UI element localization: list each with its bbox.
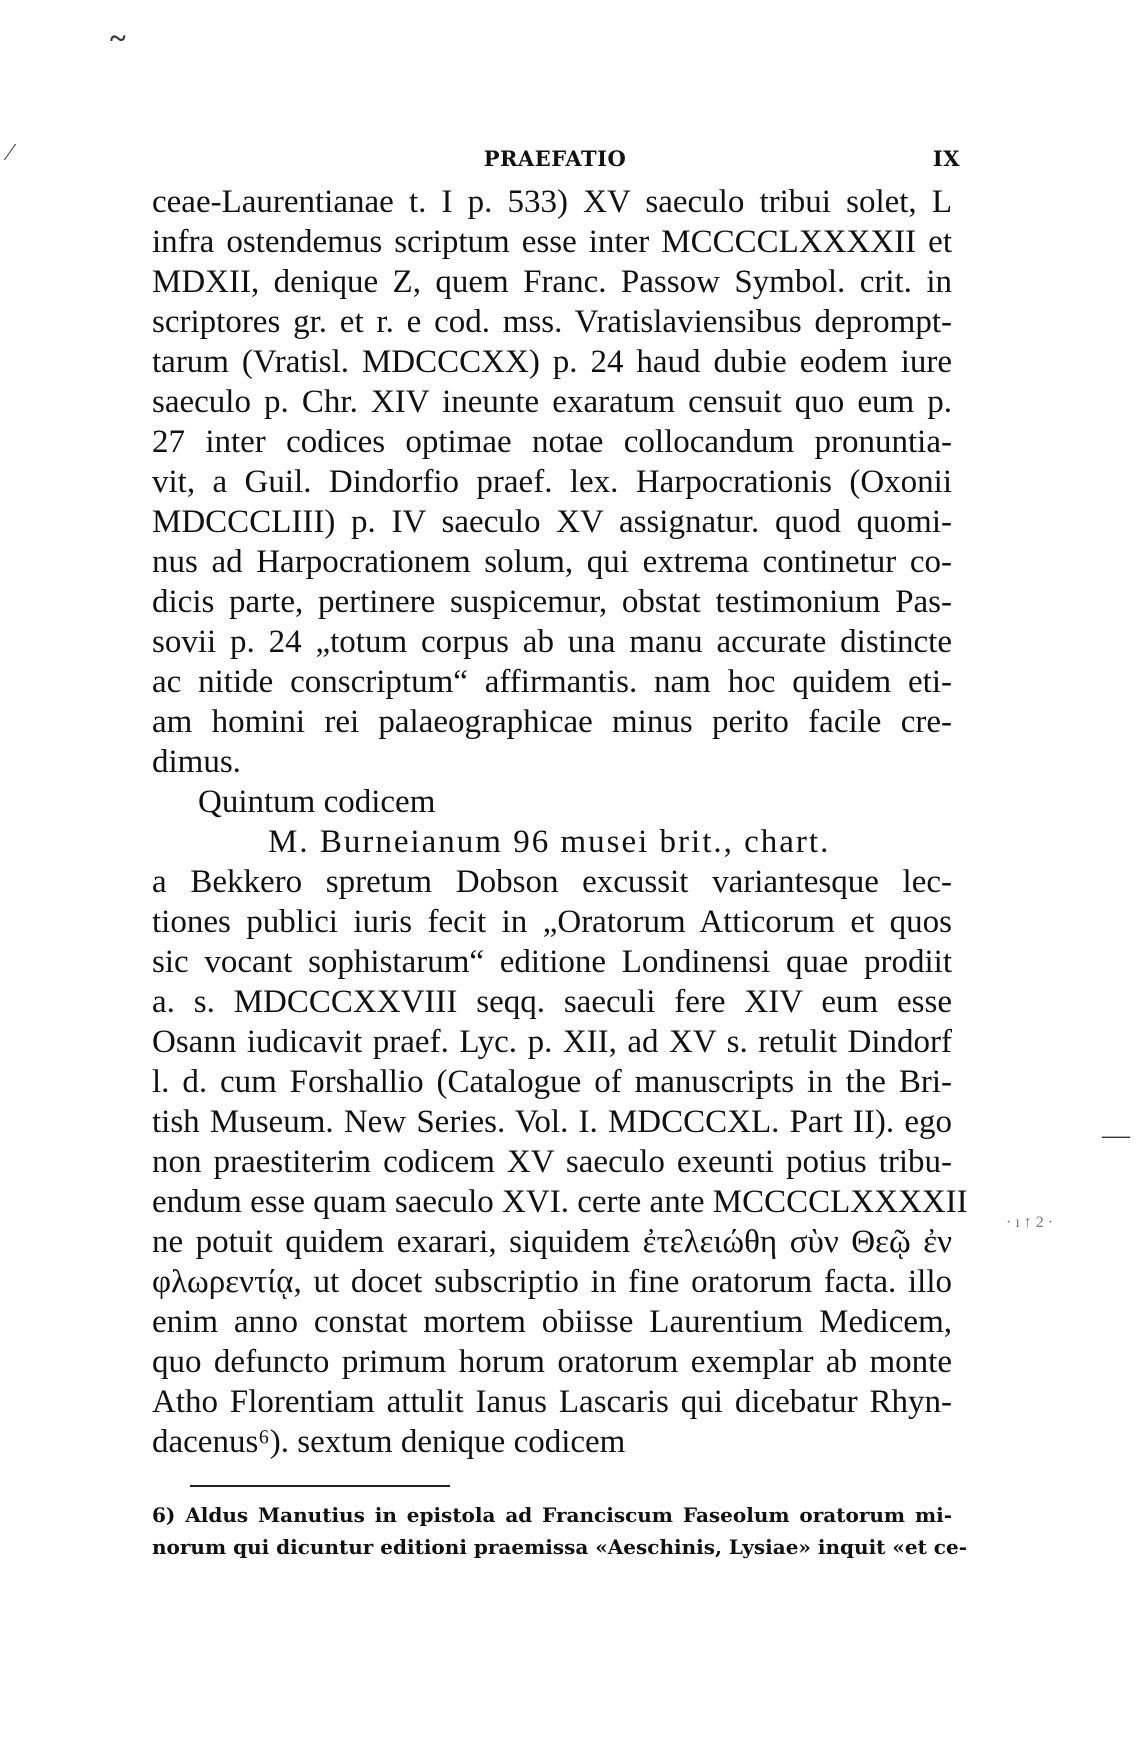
body-line: tarum (Vratisl. MDCCCXX) p. 24 haud dubie eodem iure bbox=[152, 344, 952, 380]
body-line: vit, a Guil. Dindorfio praef. lex. Harpocrationis (Oxonii bbox=[152, 464, 952, 500]
page-header bbox=[150, 146, 960, 176]
body-line: sic vocant sophistarum“ editione Londinensi quae prodiit bbox=[152, 944, 952, 980]
body-line: MDXII, denique Z, quem Franc. Passow Symbol. crit. in bbox=[152, 264, 952, 300]
running-title: PRAEFATIO bbox=[483, 146, 627, 171]
footnote-line: norum qui dicuntur editioni praemissa «Aeschinis, Lysiae» inquit «et ce- bbox=[152, 1535, 967, 1559]
body-line: 27 inter codices optimae notae collocandum pronuntia- bbox=[152, 424, 952, 460]
body-line: Atho Florentiam attulit Ianus Lascaris qui dicebatur Rhyn- bbox=[152, 1384, 952, 1420]
body-line: a Bekkero spretum Dobson excussit variantesque lec- bbox=[152, 864, 952, 900]
body-line: dicis parte, pertinere suspicemur, obstat testimonium Pas- bbox=[152, 584, 952, 620]
body-line: sovii p. 24 „totum corpus ab una manu accurate distincte bbox=[152, 624, 952, 660]
body-line: MDCCCLIII) p. IV saeculo XV assignatur. quod quomi- bbox=[152, 504, 952, 540]
body-line: a. s. MDCCCXXVIII seqq. saeculi fere XIV eum esse bbox=[152, 984, 952, 1020]
body-line: ac nitide conscriptum“ affirmantis. nam hoc quidem eti- bbox=[152, 664, 952, 700]
margin-dash-mark: — bbox=[1102, 1120, 1130, 1151]
body-line: am homini rei palaeographicae minus perito facile cre- bbox=[152, 704, 952, 740]
body-line: nus ad Harpocrationem solum, qui extrema continetur co- bbox=[152, 544, 952, 580]
body-line: ceae-Laurentianae t. I p. 533) XV saeculo tribui solet, L bbox=[152, 184, 952, 220]
body-line-paragraph-end: dimus. bbox=[152, 744, 241, 780]
body-line-indented: Quintum codicem bbox=[198, 784, 436, 820]
scan-smudge-top-left: ~ bbox=[110, 22, 126, 55]
body-line: Osann iudicavit praef. Lyc. p. XII, ad XV s. retulit Dindorf bbox=[152, 1024, 952, 1060]
footnote-line: 6) Aldus Manutius in epistola ad Franciscum Faseolum oratorum mi- bbox=[152, 1503, 952, 1527]
body-line: infra ostendemus scriptum esse inter MCCCCLXXXXII et bbox=[152, 224, 952, 260]
body-line-greek: ne potuit quidem exarari, siquidem ἐτελειώθη σὺν Θεῷ ἐν bbox=[152, 1224, 952, 1260]
body-line: scriptores gr. et r. e cod. mss. Vratislaviensibus deprompt- bbox=[152, 304, 952, 340]
body-line-last: dacenus⁶). sextum denique codicem bbox=[152, 1424, 626, 1460]
body-line: tiones publici iuris fecit in „Oratorum Atticorum et quos bbox=[152, 904, 952, 940]
body-line: endum esse quam saeculo XVI. certe ante MCCCCLXXXXII bbox=[152, 1184, 968, 1220]
manuscript-siglum-line: M. Burneianum 96 musei brit., chart. bbox=[268, 824, 831, 860]
body-line-greek: φλωρεντίᾳ, ut docet subscriptio in fine oratorum facta. illo bbox=[152, 1264, 952, 1300]
body-line: l. d. cum Forshallio (Catalogue of manuscripts in the Bri- bbox=[152, 1064, 952, 1100]
body-line: non praestiterim codicem XV saeculo exeunti potius tribu- bbox=[152, 1144, 952, 1180]
body-line: saeculo p. Chr. XIV ineunte exaratum censuit quo eum p. bbox=[152, 384, 952, 420]
body-line: enim anno constat mortem obiisse Laurentium Medicem, bbox=[152, 1304, 952, 1340]
body-line: quo defuncto primum horum oratorum exemplar ab monte bbox=[152, 1344, 952, 1380]
scan-mark-left-edge: ⁄ bbox=[8, 140, 13, 166]
page-number: IX bbox=[932, 146, 960, 171]
footnote-separator-rule bbox=[190, 1485, 450, 1487]
body-line: tish Museum. New Series. Vol. I. MDCCCXL. Part II). ego bbox=[152, 1104, 952, 1140]
margin-pencil-note: · ı ↑ 2 · bbox=[1006, 1214, 1054, 1231]
